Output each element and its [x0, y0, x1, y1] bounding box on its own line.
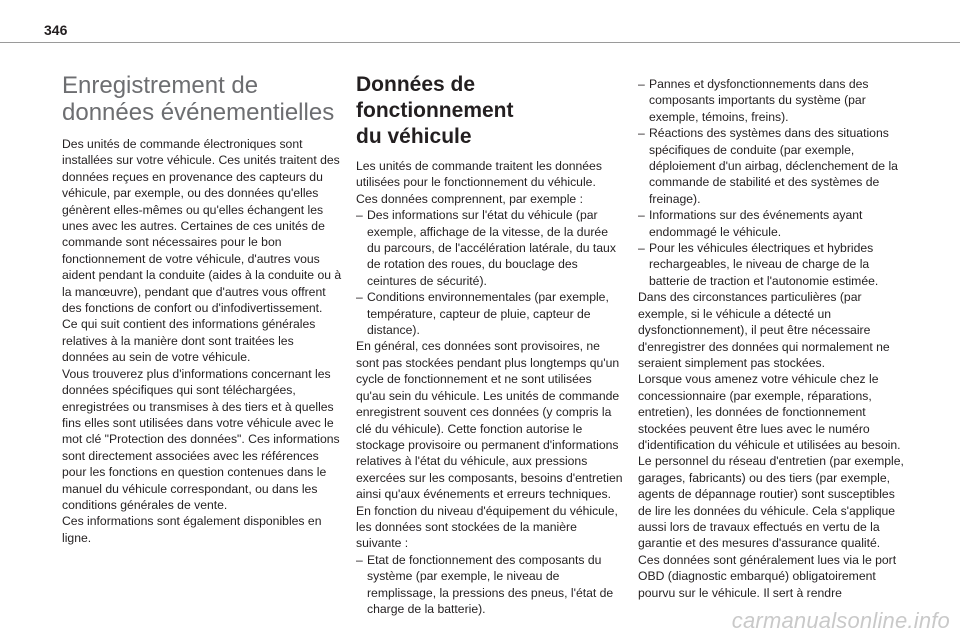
list-item [356, 289, 624, 338]
paragraph: Les unités de commande traitent les données utilisées pour le fonctionnement du véhicule. [356, 159, 602, 190]
column-vehicle-operating-data [356, 72, 624, 617]
dash-bullet: – [356, 208, 363, 223]
header-divider [0, 42, 960, 43]
paragraph: En général, ces données sont provisoires, ne sont pas stockées pendant plus longtemps qu'un cycle de fonctionnement et ne sont utilisées qu'au sein du véhicule. Les unités de commande enregistrent souvent ces données (y compris la clé du véhicule). Cette fonction autorise le stockage provisoire ou permanent d'informations relatives à l'état du véhicule, aux pressions exercées sur les composants, besoins d'entretien ainsi qu'aux événements et erreurs techniques. [356, 339, 623, 502]
dash-bullet: – [356, 552, 363, 567]
list-item [638, 207, 908, 240]
section-title-event-recording [62, 72, 342, 126]
title-line-1: Enregistrement de [62, 72, 259, 99]
list-item [356, 552, 624, 618]
list-item-text: Conditions environnementales (par exemple, température, capteur de pluie, capteur de distance). [367, 290, 609, 338]
list-item-text: Pannes et dysfonctionnements dans des composants importants du système (par exemple, témoins, freins). [649, 77, 869, 124]
paragraph: Ce qui suit contient des informations générales relatives à la manière dont sont traitées les données au sein de votre véhicule. [62, 317, 316, 365]
list-item-text: Informations sur des événements ayant endommagé le véhicule. [649, 208, 863, 239]
dash-bullet: – [638, 208, 645, 223]
title-line-1: Données de fonctionnement [356, 73, 514, 122]
section-title-operating-data [356, 72, 624, 150]
column-event-data-recording [62, 72, 342, 546]
page-number: 346 [44, 22, 68, 38]
dash-bullet: – [638, 77, 645, 91]
section-body [638, 76, 908, 601]
list-item [356, 207, 624, 289]
list-item [638, 76, 908, 125]
list-item [638, 240, 908, 289]
paragraph: Dans des circonstances particulières (par exemple, si le véhicule a détecté un dysfonctionnement), il peut être nécessaire d'enregistrer des données qui normalement ne seraient simplement pas stockées. [638, 290, 890, 370]
list-item-text: Réactions des systèmes dans des situations spécifiques de conduite (par exemple, déploiement d'un airbag, déclenchement de la commande de stabilité et des systèmes de freinage). [649, 126, 898, 206]
section-body [62, 136, 342, 546]
paragraph: Des unités de commande électroniques sont installées sur votre véhicule. Ces unités traitent des données reçues en provenance des capteurs du véhicule, par exemple, ou des données qu'elles génèrent elles-mêmes ou qu'elles échangent les unes avec les autres. Certaines de ces unités de commande sont nécessaires pour le bon fonctionnement de votre véhicule, d'autres vous aident pendant la conduite (aides à la conduite ou à la manœuvre), pendant que d'autres vous offrent des fonctions de confort ou d'infodivertissement. [62, 137, 342, 316]
list-item [638, 125, 908, 207]
paragraph: En fonction du niveau d'équipement du véhicule, les données sont stockées de la manière suivante : [356, 503, 618, 551]
list-item-text: Des informations sur l'état du véhicule (par exemple, affichage de la vitesse, de la durée du parcours, de l'accélération latérale, du taux de rotation des roues, du bouclage des ceintures de sécurité). [367, 208, 616, 288]
paragraph: Ces données sont généralement lues via le port OBD (diagnostic embarqué) obligatoirement pourvu sur le véhicule. Il sert à rendre [638, 552, 897, 600]
paragraph: Ces données comprennent, par exemple : [356, 191, 583, 206]
title-line-2: du véhicule [356, 125, 472, 148]
paragraph: Lorsque vous amenez votre véhicule chez le concessionnaire (par exemple, réparations, entretien), les données de fonctionnement stockées peuvent être lues avec le numéro d'identification du véhicule et utilisées au besoin. Le personnel du réseau d'entretien (par exemple, garages, fabricants) ou des tiers (par exemple, agents de dépannage routier) sont susceptibles de lire les données du véhicule. Cela s'applique aussi lors de travaux effectués en vertu de la garantie et des mesures d'assurance qualité. [638, 372, 904, 551]
paragraph: Ces informations sont également disponibles en ligne. [62, 514, 322, 545]
list-item-text: Pour les véhicules électriques et hybrides rechargeables, le niveau de charge de la batterie de traction et l'autonomie estimée. [649, 241, 879, 288]
dash-bullet: – [638, 126, 645, 141]
title-line-2: données événementielles [62, 99, 335, 126]
column-continued [638, 76, 908, 601]
section-body [356, 158, 624, 617]
dash-bullet: – [356, 290, 363, 305]
list-item-text: Etat de fonctionnement des composants du système (par exemple, le niveau de remplissage, la pressions des pneus, l'état de charge de la batterie). [367, 552, 614, 616]
paragraph: Vous trouverez plus d'informations concernant les données spécifiques qui sont téléchargées, enregistrées ou transmises à des tiers et à quelles fins elles sont utilisées dans votre véhicule avec le mot clé "Protection des données". Ces informations sont directement associées avec les références pour les fonctions en question contenues dans le manuel du véhicule correspondant, ou dans les conditions générales de vente. [62, 366, 340, 512]
dash-bullet: – [638, 241, 645, 256]
watermark: carmanualsonline.info [731, 608, 950, 633]
